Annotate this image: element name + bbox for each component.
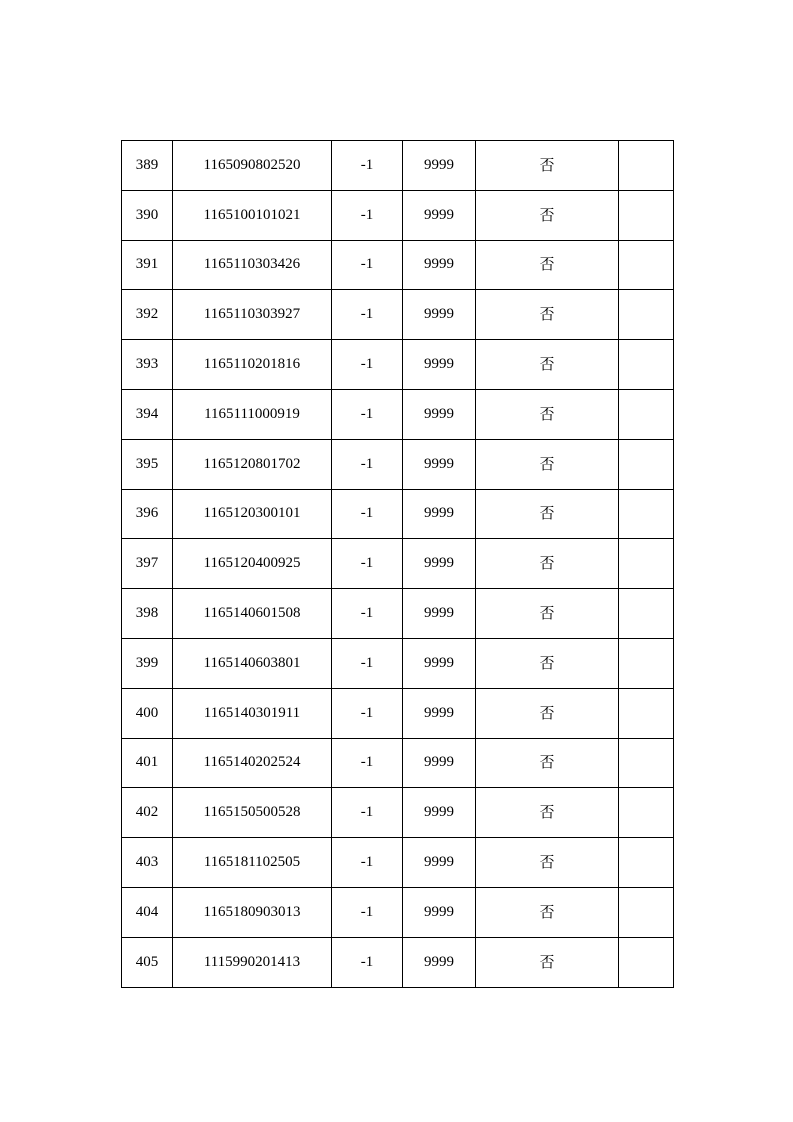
code-cell: 1165140301911	[173, 688, 332, 738]
code-cell: 1165120801702	[173, 439, 332, 489]
note-cell	[619, 688, 674, 738]
row-index-cell: 403	[122, 838, 173, 888]
value-b-cell: 9999	[403, 190, 476, 240]
note-cell	[619, 141, 674, 191]
note-cell	[619, 290, 674, 340]
value-a-cell: -1	[332, 240, 403, 290]
value-b-cell: 9999	[403, 638, 476, 688]
code-cell: 1165150500528	[173, 788, 332, 838]
table-row	[122, 489, 674, 539]
value-b-cell: 9999	[403, 788, 476, 838]
note-cell	[619, 439, 674, 489]
note-cell	[619, 887, 674, 937]
table-row	[122, 937, 674, 987]
value-a-cell: -1	[332, 838, 403, 888]
code-cell: 1165140202524	[173, 738, 332, 788]
flag-cell: 否	[476, 788, 619, 838]
note-cell	[619, 638, 674, 688]
flag-cell: 否	[476, 638, 619, 688]
row-index-cell: 393	[122, 340, 173, 390]
row-index-cell: 397	[122, 539, 173, 589]
table-row	[122, 290, 674, 340]
row-index-cell: 401	[122, 738, 173, 788]
table-row	[122, 788, 674, 838]
code-cell: 1115990201413	[173, 937, 332, 987]
flag-cell: 否	[476, 489, 619, 539]
code-cell: 1165110201816	[173, 340, 332, 390]
code-cell: 1165181102505	[173, 838, 332, 888]
table-row	[122, 389, 674, 439]
row-index-cell: 391	[122, 240, 173, 290]
note-cell	[619, 489, 674, 539]
note-cell	[619, 389, 674, 439]
code-cell: 1165140601508	[173, 589, 332, 639]
flag-cell: 否	[476, 439, 619, 489]
code-cell: 1165140603801	[173, 638, 332, 688]
table-row	[122, 738, 674, 788]
table-row	[122, 838, 674, 888]
code-cell: 1165120300101	[173, 489, 332, 539]
value-b-cell: 9999	[403, 887, 476, 937]
value-a-cell: -1	[332, 190, 403, 240]
table-row	[122, 539, 674, 589]
value-b-cell: 9999	[403, 389, 476, 439]
code-cell: 1165100101021	[173, 190, 332, 240]
value-a-cell: -1	[332, 688, 403, 738]
value-a-cell: -1	[332, 937, 403, 987]
value-b-cell: 9999	[403, 838, 476, 888]
table-row	[122, 589, 674, 639]
note-cell	[619, 539, 674, 589]
value-b-cell: 9999	[403, 340, 476, 390]
row-index-cell: 392	[122, 290, 173, 340]
flag-cell: 否	[476, 887, 619, 937]
value-b-cell: 9999	[403, 539, 476, 589]
flag-cell: 否	[476, 937, 619, 987]
note-cell	[619, 240, 674, 290]
value-a-cell: -1	[332, 489, 403, 539]
value-b-cell: 9999	[403, 439, 476, 489]
table-row	[122, 240, 674, 290]
data-table	[121, 140, 674, 988]
table-row	[122, 638, 674, 688]
flag-cell: 否	[476, 141, 619, 191]
code-cell: 1165180903013	[173, 887, 332, 937]
value-a-cell: -1	[332, 439, 403, 489]
table-row	[122, 141, 674, 191]
table-row	[122, 439, 674, 489]
flag-cell: 否	[476, 340, 619, 390]
row-index-cell: 394	[122, 389, 173, 439]
value-b-cell: 9999	[403, 240, 476, 290]
note-cell	[619, 738, 674, 788]
note-cell	[619, 937, 674, 987]
flag-cell: 否	[476, 240, 619, 290]
value-b-cell: 9999	[403, 688, 476, 738]
row-index-cell: 402	[122, 788, 173, 838]
flag-cell: 否	[476, 838, 619, 888]
code-cell: 1165110303426	[173, 240, 332, 290]
value-a-cell: -1	[332, 589, 403, 639]
value-b-cell: 9999	[403, 589, 476, 639]
row-index-cell: 400	[122, 688, 173, 738]
value-a-cell: -1	[332, 738, 403, 788]
value-a-cell: -1	[332, 887, 403, 937]
value-a-cell: -1	[332, 340, 403, 390]
code-cell: 1165090802520	[173, 141, 332, 191]
value-a-cell: -1	[332, 389, 403, 439]
value-b-cell: 9999	[403, 489, 476, 539]
row-index-cell: 390	[122, 190, 173, 240]
row-index-cell: 398	[122, 589, 173, 639]
row-index-cell: 395	[122, 439, 173, 489]
flag-cell: 否	[476, 290, 619, 340]
flag-cell: 否	[476, 389, 619, 439]
code-cell: 1165120400925	[173, 539, 332, 589]
row-index-cell: 404	[122, 887, 173, 937]
flag-cell: 否	[476, 539, 619, 589]
value-a-cell: -1	[332, 788, 403, 838]
flag-cell: 否	[476, 190, 619, 240]
table-row	[122, 190, 674, 240]
value-b-cell: 9999	[403, 738, 476, 788]
flag-cell: 否	[476, 688, 619, 738]
table-row	[122, 340, 674, 390]
table-body	[122, 141, 674, 988]
value-a-cell: -1	[332, 638, 403, 688]
note-cell	[619, 190, 674, 240]
note-cell	[619, 340, 674, 390]
row-index-cell: 389	[122, 141, 173, 191]
value-a-cell: -1	[332, 539, 403, 589]
value-a-cell: -1	[332, 141, 403, 191]
flag-cell: 否	[476, 738, 619, 788]
row-index-cell: 405	[122, 937, 173, 987]
code-cell: 1165110303927	[173, 290, 332, 340]
row-index-cell: 399	[122, 638, 173, 688]
value-b-cell: 9999	[403, 290, 476, 340]
flag-cell: 否	[476, 589, 619, 639]
value-a-cell: -1	[332, 290, 403, 340]
table-row	[122, 887, 674, 937]
note-cell	[619, 788, 674, 838]
code-cell: 1165111000919	[173, 389, 332, 439]
value-b-cell: 9999	[403, 937, 476, 987]
row-index-cell: 396	[122, 489, 173, 539]
value-b-cell: 9999	[403, 141, 476, 191]
table-row	[122, 688, 674, 738]
note-cell	[619, 838, 674, 888]
note-cell	[619, 589, 674, 639]
